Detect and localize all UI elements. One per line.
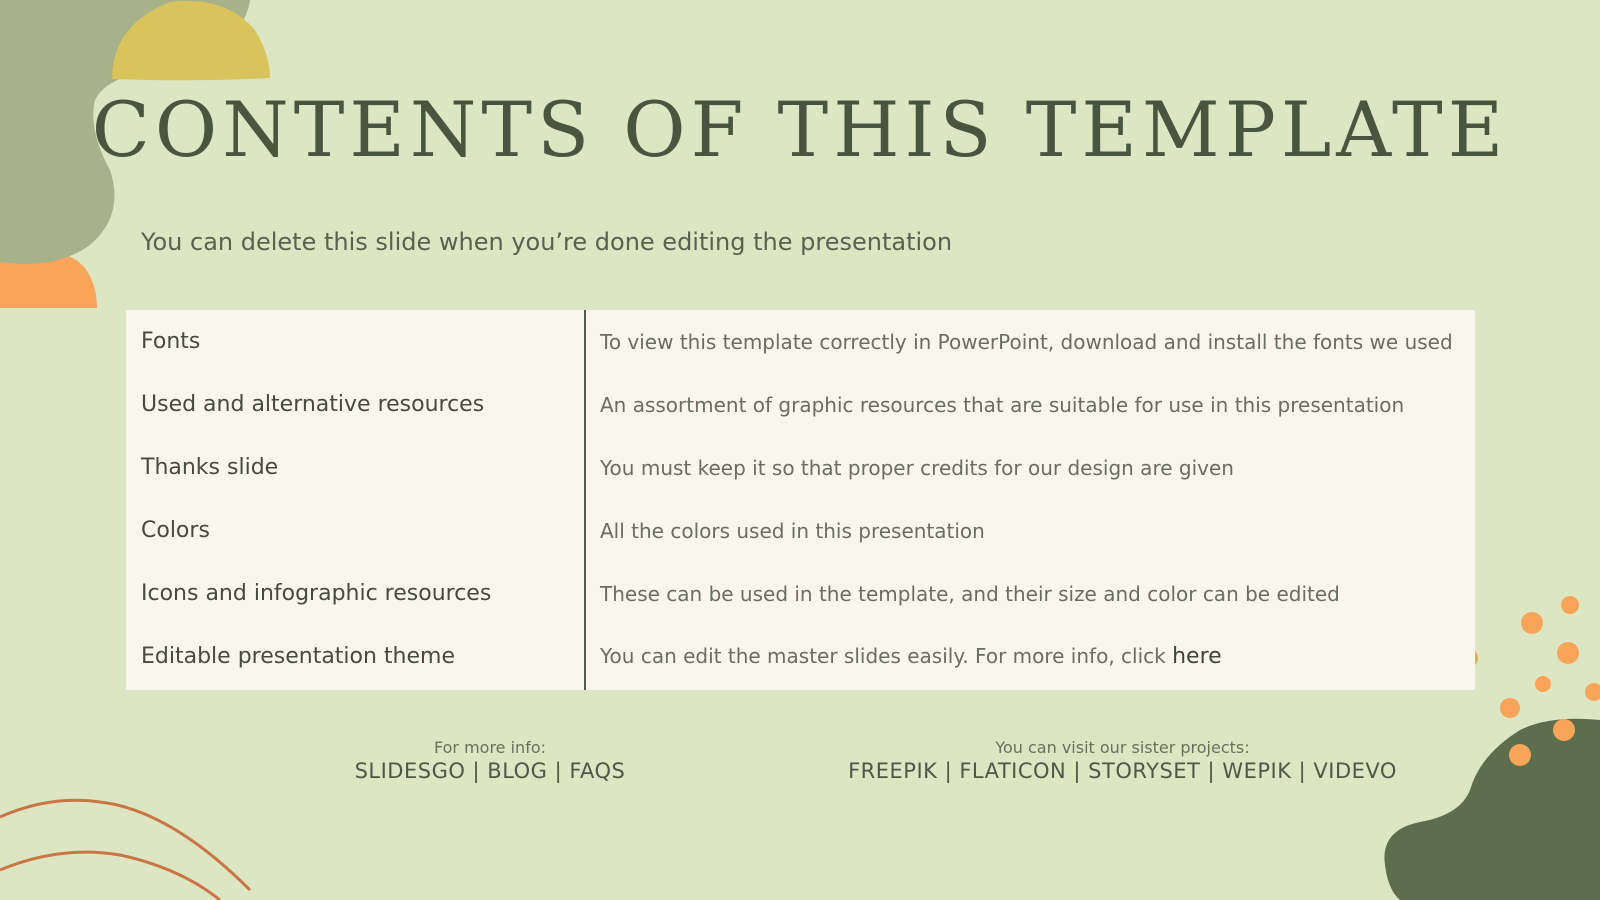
row-term: Icons and infographic resources xyxy=(141,581,492,606)
orange-dot xyxy=(1521,612,1543,634)
row-term: Editable presentation theme xyxy=(141,644,456,669)
row-description: An assortment of graphic resources that are suitable for use in this presentation xyxy=(600,392,1405,417)
row-description xyxy=(600,644,1222,669)
orange-dot xyxy=(1509,744,1531,766)
table-row xyxy=(126,373,1475,436)
row-term: Thanks slide xyxy=(141,455,279,480)
contents-table xyxy=(126,310,1475,690)
row-description-text: You can edit the master slides easily. For more info, click xyxy=(600,644,1173,668)
dark-green-blob-shape xyxy=(1384,719,1600,900)
orange-dot xyxy=(1585,683,1600,701)
table-row xyxy=(126,499,1475,562)
table-row xyxy=(126,562,1475,625)
orange-dot xyxy=(1535,676,1551,692)
orange-dot xyxy=(1500,698,1520,718)
footer-more-info xyxy=(330,738,650,783)
row-description: All the colors used in this presentation xyxy=(600,518,985,543)
row-term: Fonts xyxy=(141,329,201,354)
curve-line-inner xyxy=(0,852,220,900)
orange-dot xyxy=(1561,596,1579,614)
page-title: CONTENTS OF THIS TEMPLATE xyxy=(91,85,1509,174)
footer-sister-projects-links[interactable]: FREEPIK | FLATICON | STORYSET | WEPIK | VIDEVO xyxy=(848,759,1397,783)
row-term: Colors xyxy=(141,518,210,543)
bottom-left-curves xyxy=(0,780,300,900)
here-link[interactable]: here xyxy=(1172,644,1222,669)
footer-sister-projects xyxy=(840,738,1405,783)
row-term: Used and alternative resources xyxy=(141,392,485,417)
orange-dot xyxy=(1557,642,1579,664)
footer-more-info-links[interactable]: SLIDESGO | BLOG | FAQS xyxy=(354,759,626,783)
subtitle: You can delete this slide when you’re done editing the presentation xyxy=(141,228,953,256)
orange-dot xyxy=(1553,719,1575,741)
row-description: These can be used in the template, and their size and color can be edited xyxy=(600,581,1340,606)
table-row xyxy=(126,436,1475,499)
footer-sister-projects-label: You can visit our sister projects: xyxy=(995,738,1250,757)
table-row xyxy=(126,310,1475,373)
table-row xyxy=(126,625,1475,688)
footer-more-info-label: For more info: xyxy=(433,738,546,757)
row-description: To view this template correctly in PowerPoint, download and install the fonts we used xyxy=(600,329,1453,354)
curve-line-outer xyxy=(0,800,250,890)
row-description: You must keep it so that proper credits for our design are given xyxy=(600,455,1234,480)
